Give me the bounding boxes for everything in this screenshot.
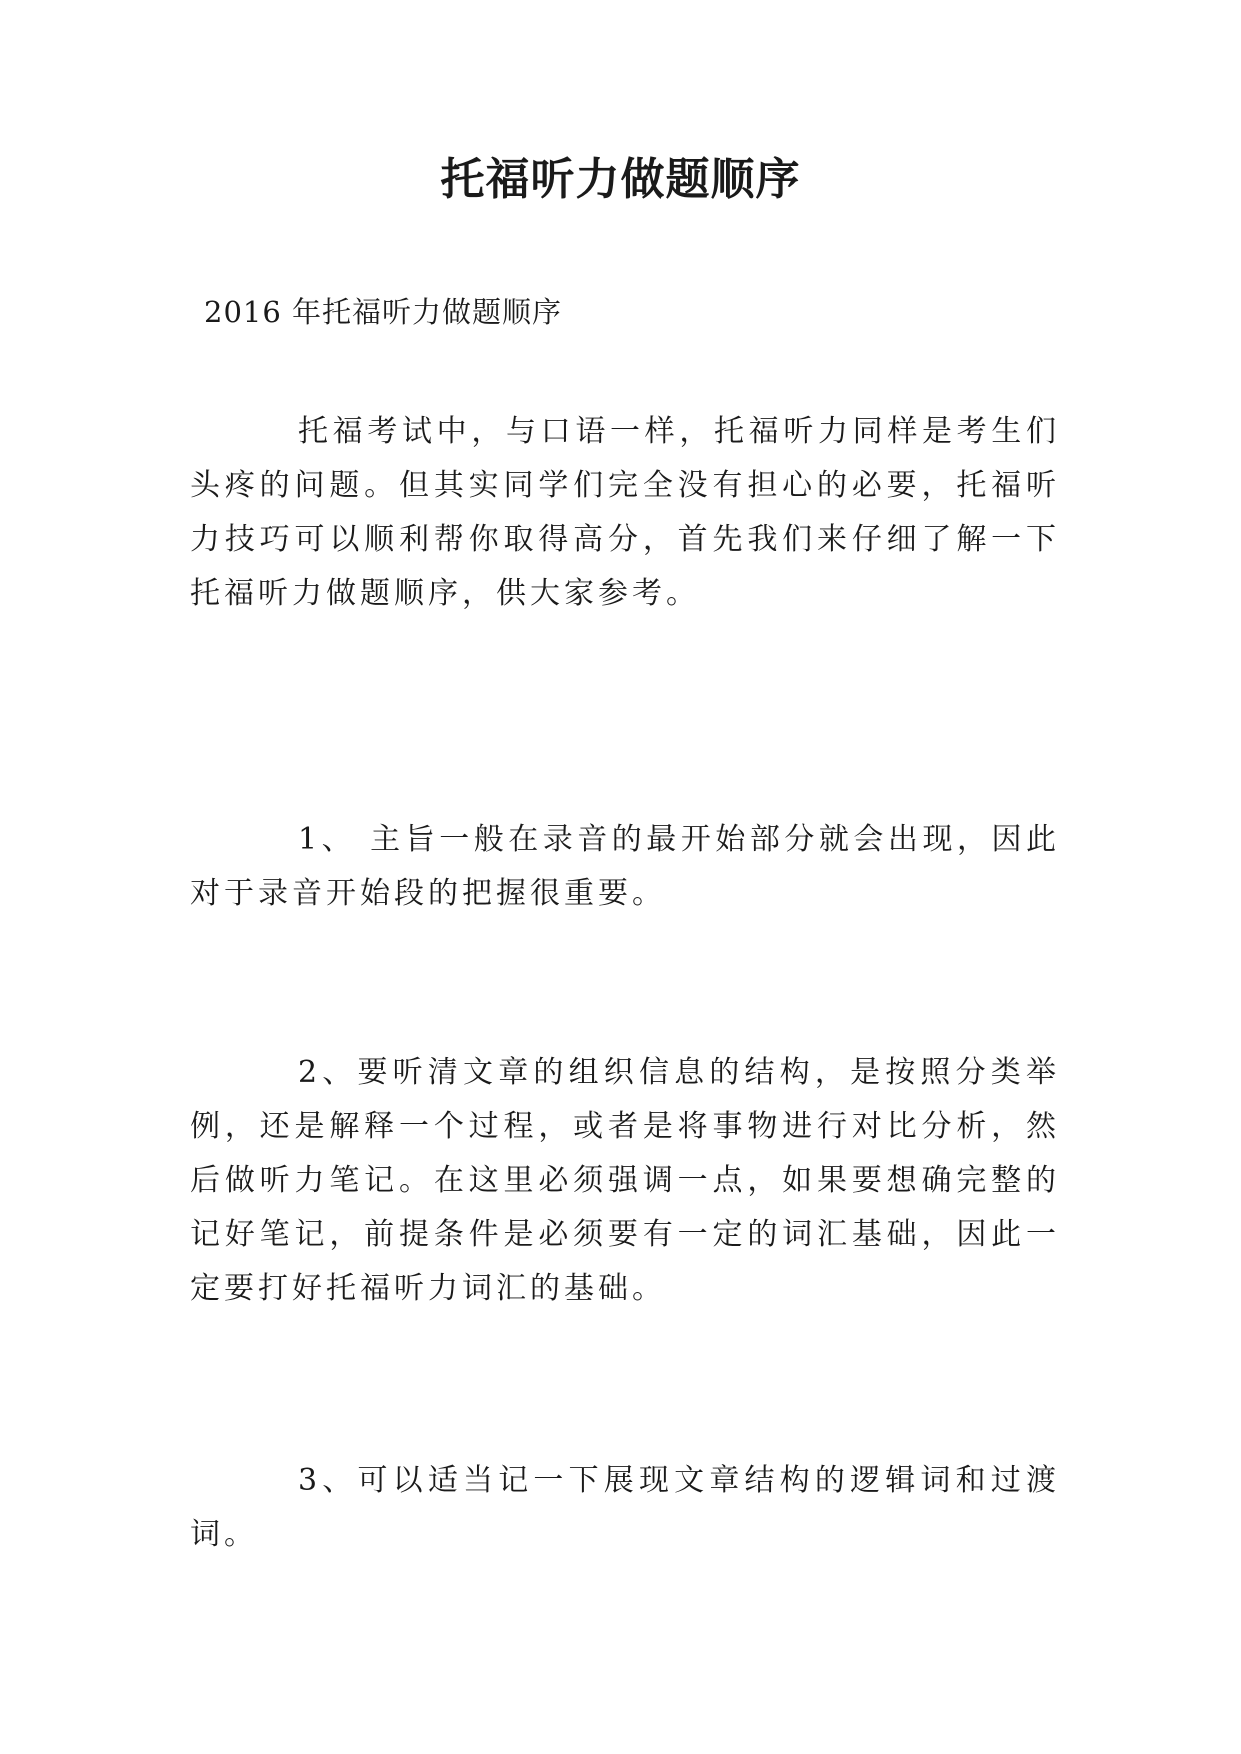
intro-paragraph: 托福考试中，与口语一样，托福听力同样是考生们头疼的问题。但其实同学们完全没有担心的必要，托福听力技巧可以顺利帮你取得高分，首先我们来仔细了解一下托福听力做题顺序，供大家参考。 [190,414,1060,611]
list-item-3: 3、可以适当记一下展现文章结构的逻辑词和过渡词。 [190,1463,1060,1552]
list-item-2: 2、要听清文章的组织信息的结构，是按照分类举例，还是解释一个过程，或者是将事物进行对比分析，然后做听力笔记。在这里必须强调一点，如果要想确完整的记好笔记，前提条件是必须要有一定的词汇基础，因此一定要打好托福听力词汇的基础。 [190,1055,1060,1306]
page-title: 托福听力做题顺序 [440,154,801,205]
list-item-1: 1、 主旨一般在录音的最开始部分就会出现，因此对于录音开始段的把握很重要。 [190,822,1060,911]
subtitle: 2016 年托福听力做题顺序 [204,295,563,329]
